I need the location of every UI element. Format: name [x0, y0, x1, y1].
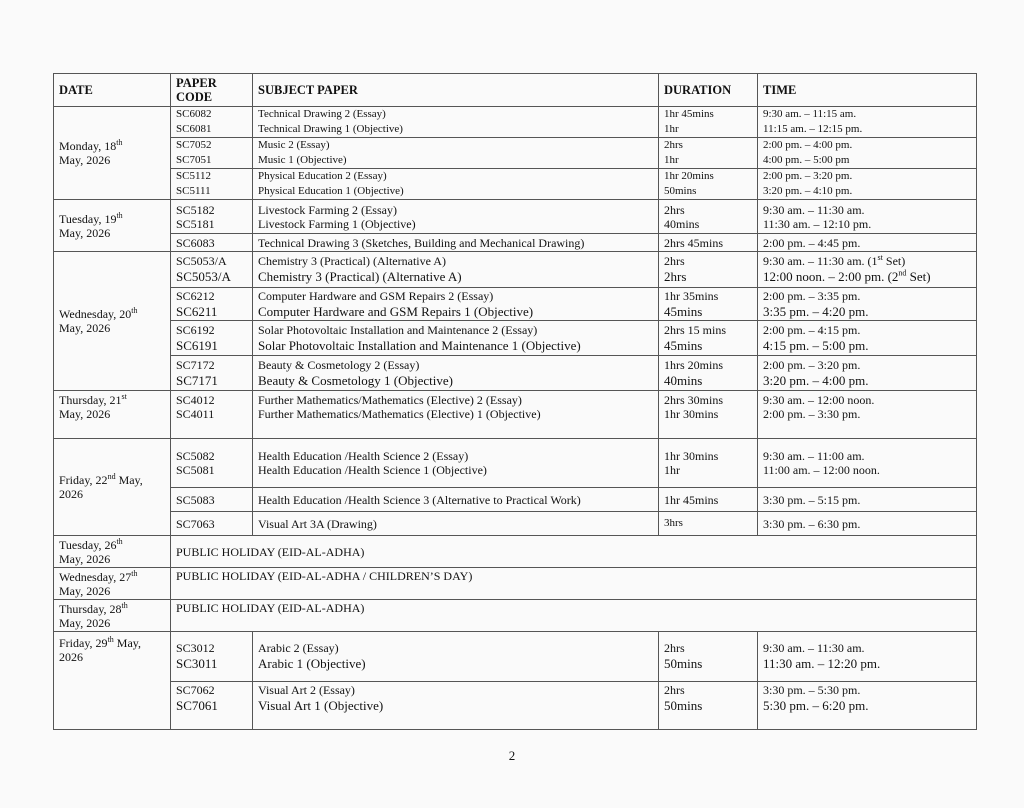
- table-row: [54, 439, 977, 488]
- subject-cell: Solar Photovoltaic Installation and Maintenance 2 (Essay) Solar Photovoltaic Installation and Maintenance 1 (Objective): [253, 321, 659, 356]
- duration-cell: 2hrs 2hrs: [659, 252, 758, 288]
- table-row: [54, 107, 977, 138]
- table-row: [54, 391, 977, 439]
- time-cell: 3:30 pm. – 6:30 pm.: [758, 512, 977, 536]
- date-cell-thursday-28: Thursday, 28th May, 2026: [54, 600, 171, 632]
- date-cell-tuesday-19: Tuesday, 19th May, 2026: [54, 200, 171, 252]
- header-paper-code: PAPER CODE: [171, 74, 253, 107]
- date-cell-friday-29: Friday, 29th May, 2026: [54, 632, 171, 730]
- paper-code-cell: SC4012 SC4011: [171, 391, 253, 439]
- duration-cell: 1hr 30mins 1hr: [659, 439, 758, 488]
- date-cell-thursday-21: Thursday, 21st May, 2026: [54, 391, 171, 439]
- public-holiday-banner: PUBLIC HOLIDAY (EID-AL-ADHA): [171, 600, 977, 632]
- duration-cell: 3hrs: [659, 512, 758, 536]
- subject-cell: Physical Education 2 (Essay) Physical Education 1 (Objective): [253, 169, 659, 200]
- time-cell: 9:30 am. – 11:30 am. 11:30 am. – 12:20 pm.: [758, 632, 977, 682]
- table-row: [54, 288, 977, 321]
- subject-cell: Health Education /Health Science 2 (Essay) Health Education /Health Science 1 (Objective): [253, 439, 659, 488]
- date-cell-friday-22: Friday, 22nd May, 2026: [54, 439, 171, 536]
- paper-code-cell: SC6212 SC6211: [171, 288, 253, 321]
- public-holiday-banner: PUBLIC HOLIDAY (EID-AL-ADHA / CHILDREN’S DAY): [171, 568, 977, 600]
- paper-code-cell: SC5082 SC5081: [171, 439, 253, 488]
- subject-cell: Visual Art 3A (Drawing): [253, 512, 659, 536]
- time-cell: 2:00 pm. – 4:45 pm.: [758, 234, 977, 252]
- date-cell-wednesday-20: Wednesday, 20th May, 2026: [54, 252, 171, 391]
- time-cell: 2:00 pm. – 4:15 pm. 4:15 pm. – 5:00 pm.: [758, 321, 977, 356]
- paper-code-cell: SC5182 SC5181: [171, 200, 253, 234]
- table-header-row: [54, 74, 977, 107]
- table-row: [54, 356, 977, 391]
- table-row: [54, 682, 977, 730]
- page-number: 2: [508, 748, 516, 763]
- table-row: [54, 512, 977, 536]
- time-cell: 2:00 pm. – 3:20 pm. 3:20 pm. – 4:10 pm.: [758, 169, 977, 200]
- subject-cell: Chemistry 3 (Practical) (Alternative A) Chemistry 3 (Practical) (Alternative A): [253, 252, 659, 288]
- duration-cell: 2hrs 40mins: [659, 200, 758, 234]
- time-cell: 9:30 am. – 11:30 am. 11:30 am. – 12:10 pm.: [758, 200, 977, 234]
- subject-cell: Music 2 (Essay) Music 1 (Objective): [253, 138, 659, 169]
- table-row: [54, 234, 977, 252]
- subject-cell: Technical Drawing 3 (Sketches, Building and Mechanical Drawing): [253, 234, 659, 252]
- subject-cell: Beauty & Cosmetology 2 (Essay) Beauty & Cosmetology 1 (Objective): [253, 356, 659, 391]
- subject-cell: Livestock Farming 2 (Essay) Livestock Farming 1 (Objective): [253, 200, 659, 234]
- duration-cell: 2hrs 1hr: [659, 138, 758, 169]
- subject-cell: Visual Art 2 (Essay) Visual Art 1 (Objective): [253, 682, 659, 730]
- subject-cell: Arabic 2 (Essay) Arabic 1 (Objective): [253, 632, 659, 682]
- duration-cell: 2hrs 50mins: [659, 632, 758, 682]
- paper-code-cell: SC7172 SC7171: [171, 356, 253, 391]
- date-cell-monday-18: Monday, 18th May, 2026: [54, 107, 171, 200]
- duration-cell: 1hrs 20mins 40mins: [659, 356, 758, 391]
- date-cell-wednesday-27: Wednesday, 27th May, 2026: [54, 568, 171, 600]
- time-cell: 2:00 pm. – 3:35 pm. 3:35 pm. – 4:20 pm.: [758, 288, 977, 321]
- time-cell: 3:30 pm. – 5:30 pm. 5:30 pm. – 6:20 pm.: [758, 682, 977, 730]
- time-cell: 9:30 am. – 11:00 am. 11:00 am. – 12:00 noon.: [758, 439, 977, 488]
- duration-cell: 2hrs 50mins: [659, 682, 758, 730]
- header-duration: DURATION: [659, 74, 758, 107]
- table-row: [54, 600, 977, 632]
- table-row: [54, 536, 977, 568]
- subject-cell: Technical Drawing 2 (Essay) Technical Drawing 1 (Objective): [253, 107, 659, 138]
- paper-code-cell: SC5053/A SC5053/A: [171, 252, 253, 288]
- duration-cell: 2hrs 15 mins 45mins: [659, 321, 758, 356]
- time-cell: 9:30 am. – 11:15 am. 11:15 am. – 12:15 pm.: [758, 107, 977, 138]
- date-month-year: May, 2026: [59, 153, 111, 167]
- subject-cell: Further Mathematics/Mathematics (Elective) 2 (Essay) Further Mathematics/Mathematics (Elective) 1 (Objective): [253, 391, 659, 439]
- table-row: [54, 568, 977, 600]
- paper-code-cell: SC3012 SC3011: [171, 632, 253, 682]
- header-subject-paper: SUBJECT PAPER: [253, 74, 659, 107]
- table-row: [54, 200, 977, 234]
- time-cell: 3:30 pm. – 5:15 pm.: [758, 488, 977, 512]
- duration-cell: 1hr 45mins 1hr: [659, 107, 758, 138]
- paper-code-cell: SC7063: [171, 512, 253, 536]
- table-row: [54, 138, 977, 169]
- public-holiday-banner: PUBLIC HOLIDAY (EID-AL-ADHA): [171, 536, 977, 568]
- duration-cell: 1hr 45mins: [659, 488, 758, 512]
- paper-code-cell: SC6083: [171, 234, 253, 252]
- table-row: [54, 252, 977, 288]
- table-row: [54, 321, 977, 356]
- time-cell: 2:00 pm. – 3:20 pm. 3:20 pm. – 4:00 pm.: [758, 356, 977, 391]
- header-date: DATE: [54, 74, 171, 107]
- paper-code-cell: SC5112 SC5111: [171, 169, 253, 200]
- paper-code-cell: SC6192 SC6191: [171, 321, 253, 356]
- time-cell: 2:00 pm. – 4:00 pm. 4:00 pm. – 5:00 pm: [758, 138, 977, 169]
- duration-cell: 2hrs 30mins 1hr 30mins: [659, 391, 758, 439]
- paper-code-cell: SC7062 SC7061: [171, 682, 253, 730]
- table-row: [54, 169, 977, 200]
- paper-code-cell: SC7052 SC7051: [171, 138, 253, 169]
- table-row: [54, 488, 977, 512]
- subject-cell: Computer Hardware and GSM Repairs 2 (Essay) Computer Hardware and GSM Repairs 1 (Objective): [253, 288, 659, 321]
- header-time: TIME: [758, 74, 977, 107]
- duration-cell: 1hr 20mins 50mins: [659, 169, 758, 200]
- exam-timetable: [53, 73, 977, 730]
- duration-cell: 1hr 35mins 45mins: [659, 288, 758, 321]
- table-row: [54, 632, 977, 682]
- date-cell-tuesday-26: Tuesday, 26th May, 2026: [54, 536, 171, 568]
- time-cell: 9:30 am. – 11:30 am. (1st Set) 12:00 noon. – 2:00 pm. (2nd Set): [758, 252, 977, 288]
- time-cell: 9:30 am. – 12:00 noon. 2:00 pm. – 3:30 pm.: [758, 391, 977, 439]
- duration-cell: 2hrs 45mins: [659, 234, 758, 252]
- paper-code-cell: SC5083: [171, 488, 253, 512]
- paper-code-cell: SC6082 SC6081: [171, 107, 253, 138]
- subject-cell: Health Education /Health Science 3 (Alternative to Practical Work): [253, 488, 659, 512]
- date-day: Monday, 18: [59, 139, 117, 153]
